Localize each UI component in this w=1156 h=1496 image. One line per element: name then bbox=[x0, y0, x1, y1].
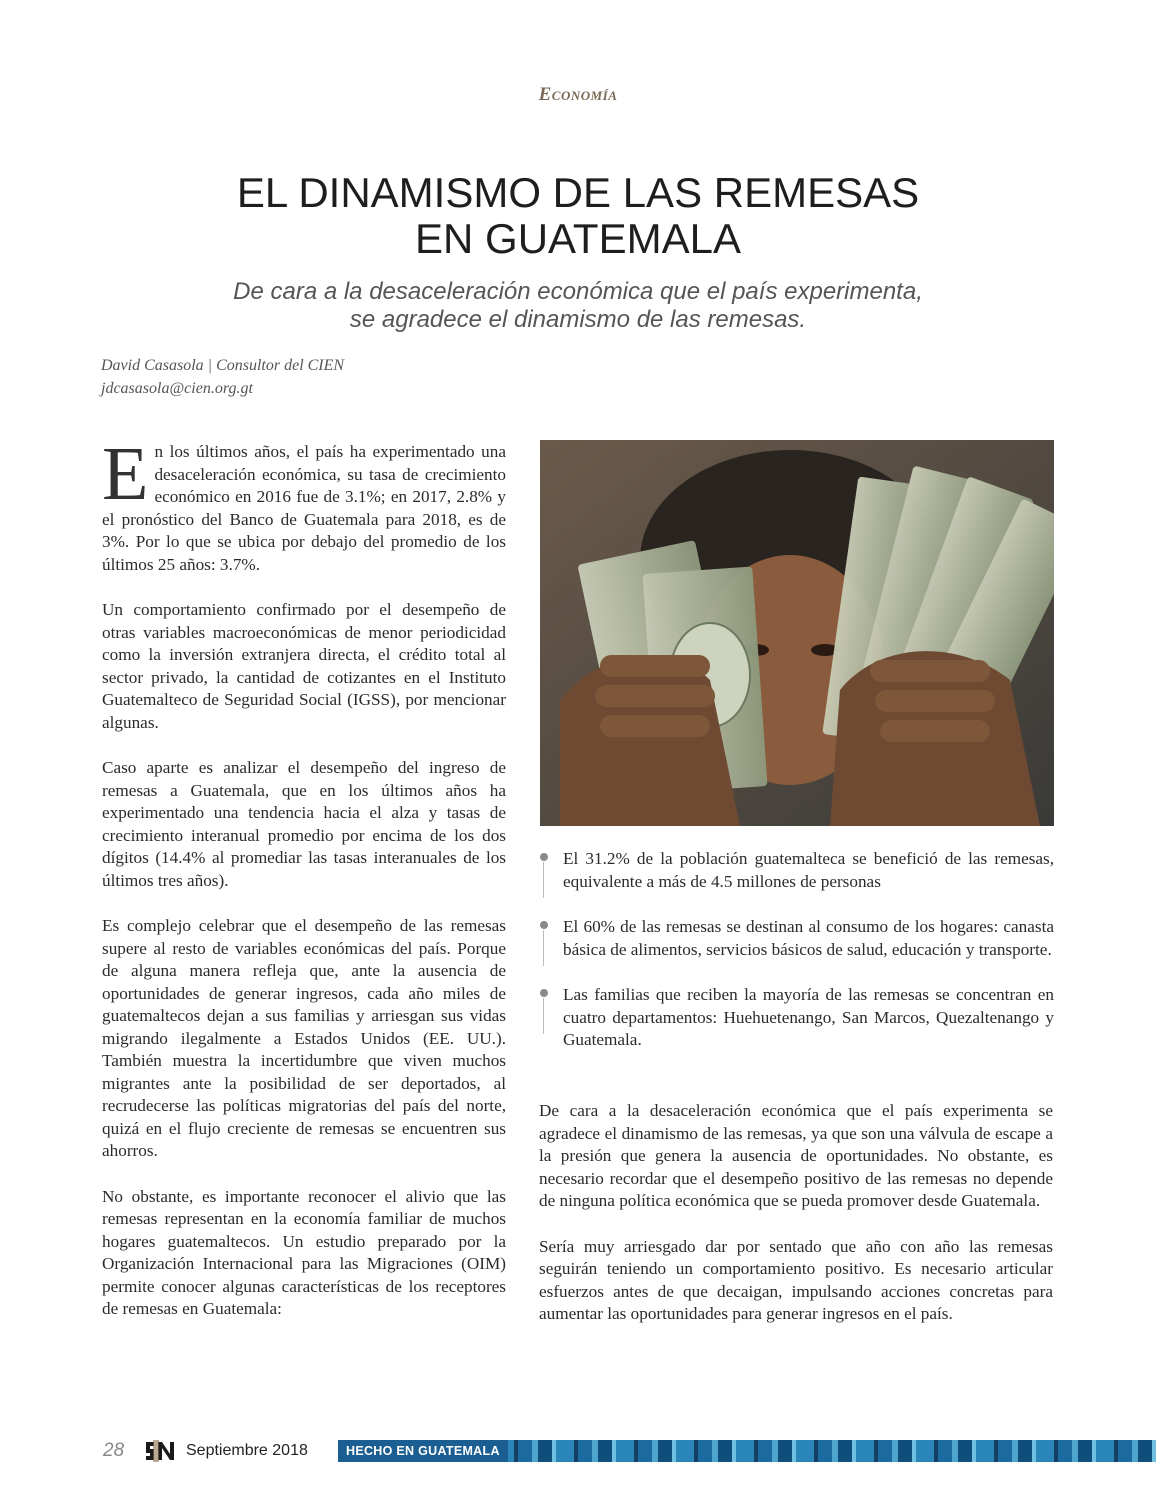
magazine-logo-icon bbox=[142, 1438, 178, 1464]
list-item bbox=[540, 848, 1054, 893]
decorative-band bbox=[338, 1440, 1156, 1462]
paragraph-1-text: n los últimos años, el país ha experimentado una desaceleración económica, su tasa de crecimiento económico en 2016 fue de 3.1%; en 2017, 2.8% y el pronóstico del Banco de Guatemala para 2018, es de 3%. Por lo que se ubica por debajo del promedio de los últimos 25 años: 3.7%. bbox=[102, 442, 506, 574]
issue-date: Septiembre 2018 bbox=[186, 1442, 308, 1459]
drop-cap: E bbox=[102, 432, 149, 516]
paragraph-5: No obstante, es importante reconocer el alivio que las remesas representan en la economía familiar de muchos hogares guatemaltecos. Un estudio preparado por la Organización Internacional para las Migraciones (OIM) permite conocer algunas características de los receptores de remesas en Guatemala: bbox=[102, 1186, 506, 1318]
list-item bbox=[540, 984, 1054, 1052]
paragraph-7: Sería muy arriesgado dar por sentado que año con año las remesas seguirán teniendo un comportamiento positivo. Es necesario articular esfuerzos antes de que decaigan, impulsando acciones concretas para aumentar las oportunidades para generar ingresos en el país. bbox=[539, 1236, 1053, 1323]
subtitle-line-2: se agradece el dinamismo de las remesas. bbox=[349, 306, 807, 333]
page-footer bbox=[0, 1436, 1156, 1466]
author-email: jdcasasola@cien.org.gt bbox=[101, 380, 253, 397]
page-number: 28 bbox=[103, 1440, 125, 1461]
article-title bbox=[100, 170, 1056, 262]
title-line-2: EN GUATEMALA bbox=[415, 215, 741, 262]
subtitle-line-1: De cara a la desaceleración económica que el país experimenta, bbox=[233, 278, 923, 305]
bullet-text: El 60% de las remesas se destinan al consumo de los hogares: canasta básica de alimentos, servicios básicos de salud, educación y transporte. bbox=[563, 917, 1054, 959]
bullet-icon bbox=[540, 989, 548, 997]
section-label: Economía bbox=[538, 84, 618, 105]
bullet-icon bbox=[540, 921, 548, 929]
bullet-connector bbox=[543, 998, 544, 1034]
left-column bbox=[102, 432, 506, 1344]
byline bbox=[101, 354, 344, 400]
bullet-icon bbox=[540, 853, 548, 861]
list-item bbox=[540, 916, 1054, 961]
paragraph-4: Es complejo celebrar que el desempeño de las remesas supere al resto de variables económicas del país. Porque de alguna manera refleja que, ante la ausencia de oportunidades de generar ingresos, cada año miles de guatemaltecos dejan a sus familias y arriesgan sus vidas migrando ilegalmente a Estados Unidos (EE. UU.). También muestra la incertidumbre que viven muchos migrantes ante la posibilidad de ser deportados, al recrudecerse las políticas migratorias del país del norte, quizá en el flujo creciente de remesas se encuentren sus ahorros. bbox=[102, 916, 506, 1160]
author-name: David Casasola | Consultor del CIEN bbox=[101, 357, 345, 374]
bullet-text: El 31.2% de la población guatemalteca se benefició de las remesas, equivalente a más de 4.5 millones de personas bbox=[563, 849, 1054, 891]
right-column bbox=[539, 1100, 1053, 1349]
article-photo bbox=[540, 440, 1054, 826]
title-line-1: EL DINAMISMO DE LAS REMESAS bbox=[236, 169, 920, 216]
bullet-connector bbox=[543, 930, 544, 966]
paragraph-2: Un comportamiento confirmado por el desempeño de otras variables macroeconómicas de menor periodicidad como la inversión extranjera directa, el crédito total al sector privado, la cantidad de cotizantes en el Instituto Guatemalteco de Seguridad Social (IGSS), por mencionar algunas. bbox=[102, 600, 506, 732]
paragraph-1 bbox=[102, 432, 506, 576]
article-subtitle bbox=[100, 278, 1056, 334]
band-label: HECHO EN GUATEMALA bbox=[338, 1440, 508, 1462]
paragraph-6: De cara a la desaceleración económica que el país experimenta se agradece el dinamismo de las remesas, ya que son una válvula de escape a la presión que genera la ausencia de oportunidades. No obstante, es necesario recordar que el desempeño positivo de las remesas no depende de ninguna política económica que se pueda promover desde Guatemala. bbox=[539, 1101, 1053, 1210]
bullet-connector bbox=[543, 862, 544, 898]
bullet-text: Las familias que reciben la mayoría de las remesas se concentran en cuatro departamentos: Huehuetenango, San Marcos, Quezaltenango y Guatemala. bbox=[563, 985, 1054, 1049]
bullet-list bbox=[540, 848, 1054, 1075]
paragraph-3: Caso aparte es analizar el desempeño del ingreso de remesas a Guatemala, que en los últimos años ha experimentado una tendencia hacia el alza y tasas de crecimiento interanual promedio por encima de los dos dígitos (14.4% al promediar las tasas interanuales de los últimos tres años). bbox=[102, 758, 506, 890]
